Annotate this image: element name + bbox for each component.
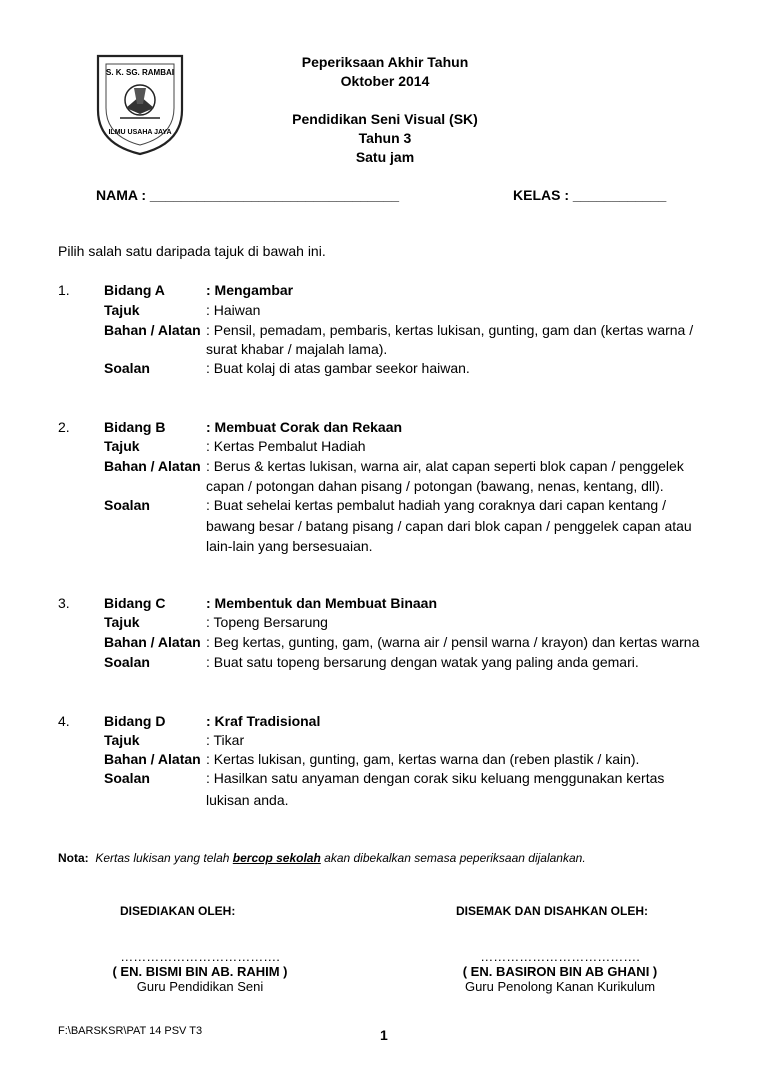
- note-text-after: akan dibekalkan semasa peperiksaan dijalankan.: [324, 851, 586, 865]
- bidang-value: : Membuat Corak dan Rekaan: [206, 419, 403, 435]
- bahan-label: Bahan / Alatan: [104, 322, 201, 338]
- year-level: Tahun 3: [358, 130, 412, 146]
- tajuk-label: Tajuk: [104, 614, 140, 630]
- left-signatory-role: Guru Pendidikan Seni: [136, 979, 264, 994]
- exam-title: Peperiksaan Akhir Tahun: [301, 54, 469, 70]
- tajuk-label: Tajuk: [104, 302, 140, 318]
- note-label: Nota:: [58, 851, 89, 865]
- soalan-value: : Buat satu topeng bersarung dengan watak yang paling anda gemari.: [206, 654, 639, 670]
- right-signature-line: ……………………………….: [480, 949, 640, 964]
- soalan-label: Soalan: [104, 497, 150, 513]
- bidang-value: : Kraf Tradisional: [206, 713, 321, 729]
- soalan-value-cont: bawang besar / batang pisang / capan dari blok capan / penggelek capan atau: [206, 518, 692, 534]
- bidang-label: Bidang C: [104, 595, 166, 611]
- exam-date: Oktober 2014: [340, 73, 430, 89]
- left-signature-line: ……………………………….: [120, 949, 280, 964]
- prepared-by-heading: DISEDIAKAN OLEH:: [120, 904, 236, 918]
- subject-title: Pendidikan Seni Visual (SK): [292, 111, 478, 127]
- verified-by-heading: DISEMAK DAN DISAHKAN OLEH:: [456, 904, 648, 918]
- tajuk-label: Tajuk: [104, 438, 140, 454]
- logo-bottom-text: ILMU USAHA JAYA: [108, 129, 172, 136]
- note: [58, 851, 586, 865]
- bahan-value: : Kertas lukisan, gunting, gam, kertas warna dan (reben plastik / kain).: [206, 751, 640, 767]
- note-emphasis: bercop sekolah: [232, 851, 321, 865]
- tajuk-value: : Tikar: [206, 732, 245, 748]
- bahan-value-cont: capan / potongan dahan pisang / potongan (bawang, nenas, kentang, dll).: [206, 478, 664, 494]
- logo-top-text: S. K. SG. RAMBAI: [105, 68, 175, 77]
- section-number: 2.: [58, 419, 70, 435]
- bidang-label: Bidang D: [104, 713, 166, 729]
- note-text-before: Kertas lukisan yang telah: [95, 851, 230, 865]
- bahan-value: : Berus & kertas lukisan, warna air, alat capan seperti blok capan / penggelek: [206, 458, 684, 474]
- right-signatory-role: Guru Penolong Kanan Kurikulum: [464, 979, 656, 994]
- bahan-value: : Pensil, pemadam, pembaris, kertas lukisan, gunting, gam dan (kertas warna /: [206, 322, 694, 338]
- section-number: 4.: [58, 713, 70, 729]
- name-field: NAMA : ________________________________: [96, 187, 400, 203]
- bidang-label: Bidang A: [104, 282, 165, 298]
- soalan-value: : Hasilkan satu anyaman dengan corak siku keluang menggunakan kertas: [206, 770, 665, 786]
- section-number: 3.: [58, 595, 70, 611]
- tajuk-value: : Topeng Bersarung: [206, 614, 328, 630]
- file-path: F:\BARSKSR\PAT 14 PSV T3: [58, 1025, 203, 1037]
- bidang-value: : Membentuk dan Membuat Binaan: [206, 595, 438, 611]
- page-number: 1: [380, 1027, 388, 1043]
- soalan-label: Soalan: [104, 654, 150, 670]
- right-signatory-name: ( EN. BASIRON BIN AB GHANI ): [462, 964, 658, 979]
- soalan-value: : Buat kolaj di atas gambar seekor haiwan.: [206, 360, 470, 376]
- tajuk-value: : Haiwan: [206, 302, 261, 318]
- bahan-label: Bahan / Alatan: [104, 634, 201, 650]
- bahan-value: : Beg kertas, gunting, gam, (warna air / pensil warna / krayon) dan kertas warna: [206, 634, 700, 650]
- left-signatory-name: ( EN. BISMI BIN AB. RAHIM ): [112, 964, 288, 979]
- tajuk-label: Tajuk: [104, 732, 140, 748]
- bahan-value-cont: surat khabar / majalah lama).: [206, 341, 388, 357]
- section-number: 1.: [58, 282, 70, 298]
- instruction: Pilih salah satu daripada tajuk di bawah ini.: [58, 243, 326, 259]
- soalan-value-cont: lain-lain yang bersesuaian.: [206, 538, 373, 554]
- soalan-label: Soalan: [104, 770, 150, 786]
- soalan-label: Soalan: [104, 360, 150, 376]
- duration: Satu jam: [355, 149, 415, 165]
- bahan-label: Bahan / Alatan: [104, 751, 201, 767]
- class-field: KELAS : ____________: [513, 187, 667, 203]
- soalan-value-cont: lukisan anda.: [206, 792, 289, 808]
- bidang-label: Bidang B: [104, 419, 166, 435]
- tajuk-value: : Kertas Pembalut Hadiah: [206, 438, 366, 454]
- school-logo: [90, 48, 190, 158]
- bidang-value: : Mengambar: [206, 282, 294, 298]
- soalan-value: : Buat sehelai kertas pembalut hadiah yang coraknya dari capan kentang /: [206, 497, 666, 513]
- bahan-label: Bahan / Alatan: [104, 458, 201, 474]
